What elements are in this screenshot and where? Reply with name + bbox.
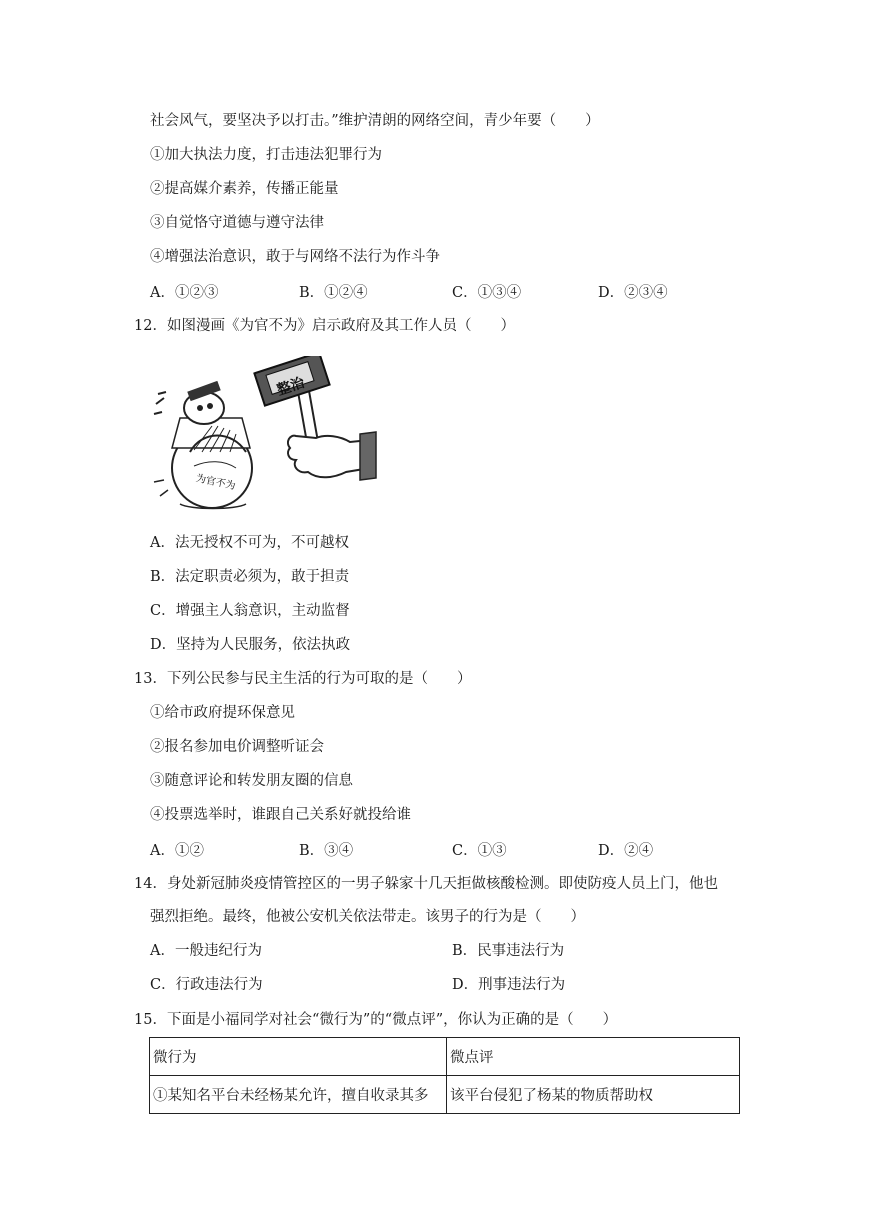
q13-option-a: A．①② — [150, 843, 204, 859]
q14-stem-line2: 强烈拒绝。最终，他被公安机关依法带走。该男子的行为是（ ） — [150, 909, 585, 925]
hammer-label: 整治 — [275, 374, 307, 399]
q11-option-c: C．①③④ — [452, 285, 522, 301]
q11-option-a: A．①②③ — [150, 285, 219, 301]
table-cell: 该平台侵犯了杨某的物质帮助权 — [447, 1076, 740, 1114]
q11-item-1: ①加大执法力度，打击违法犯罪行为 — [150, 147, 382, 163]
table-header-cell: 微行为 — [150, 1038, 447, 1076]
q12-option-d: D．坚持为人民服务，依法执政 — [150, 637, 351, 653]
q14-stem-line1: 14．身处新冠肺炎疫情管控区的一男子躲家十几天拒做核酸检测。即使防疫人员上门，他也 — [134, 876, 718, 892]
q12-stem: 12．如图漫画《为官不为》启示政府及其工作人员（ ） — [134, 318, 515, 334]
q13-item-1: ①给市政府提环保意见 — [150, 705, 295, 721]
q13-option-b: B．③④ — [299, 843, 354, 859]
table-cell: ①某知名平台未经杨某允许，擅自收录其多 — [150, 1076, 447, 1114]
cartoon-image — [150, 356, 380, 516]
hammer-icon — [254, 356, 329, 446]
q12-option-a: A．法无授权不可为，不可越权 — [150, 535, 349, 551]
table-row — [150, 1076, 740, 1114]
q13-item-2: ②报名参加电价调整听证会 — [150, 739, 324, 755]
q15-stem: 15．下面是小福同学对社会“微行为”的“微点评”，你认为正确的是（ ） — [134, 1012, 618, 1028]
table-header-row — [150, 1038, 740, 1076]
q11-stem: 社会风气，要坚决予以打击。”维护清朗的网络空间，青少年要（ ） — [150, 113, 600, 129]
q14-option-b: B．民事违法行为 — [452, 943, 565, 959]
q14-option-c: C．行政违法行为 — [150, 977, 263, 993]
q12-option-b: B．法定职责必须为，敢于担责 — [150, 569, 350, 585]
micro-review-table — [149, 1037, 740, 1114]
q14-option-a: A．一般违纪行为 — [150, 943, 262, 959]
q13-item-3: ③随意评论和转发朋友圈的信息 — [150, 773, 353, 789]
hand-icon — [288, 432, 376, 480]
q13-stem: 13．下列公民参与民主生活的行为可取的是（ ） — [134, 671, 472, 687]
q11-item-4: ④增强法治意识，敢于与网络不法行为作斗争 — [150, 249, 440, 265]
q11-option-d: D．②③④ — [598, 285, 668, 301]
q13-option-c: C．①③ — [452, 843, 507, 859]
q11-item-3: ③自觉恪守道德与遵守法律 — [150, 215, 324, 231]
q13-option-d: D．②④ — [598, 843, 654, 859]
q11-option-b: B．①②④ — [299, 285, 368, 301]
q12-option-c: C．增强主人翁意识，主动监督 — [150, 603, 350, 619]
official-figure — [154, 381, 252, 509]
figure-label: 为官不为 — [194, 473, 237, 493]
table-header-cell: 微点评 — [447, 1038, 740, 1076]
q11-item-2: ②提高媒介素养，传播正能量 — [150, 181, 339, 197]
q13-item-4: ④投票选举时，谁跟自己关系好就投给谁 — [150, 807, 411, 823]
q14-option-d: D．刑事违法行为 — [452, 977, 566, 993]
